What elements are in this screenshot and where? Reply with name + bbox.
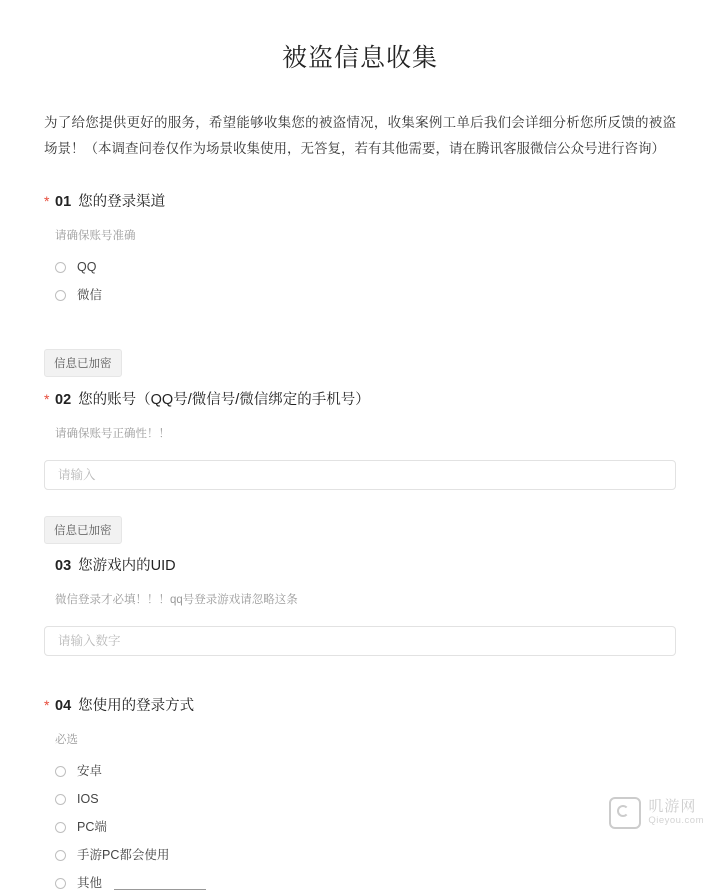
option-label: 微信 bbox=[77, 288, 103, 302]
watermark-site-url: Qieyou.com bbox=[648, 815, 704, 826]
encrypt-badge: 信息已加密 bbox=[44, 349, 122, 377]
form-description: 为了给您提供更好的服务，希望能够收集您的被盗情况，收集案例工单后我们会详细分析您所反馈的被盗场景！（本调查问卷仅作为场景收集使用，无答复，若有其他需要，请在腾讯客服微信公众号进行咨询） bbox=[44, 115, 676, 156]
radio-icon[interactable] bbox=[55, 262, 66, 273]
option-label: 其他 bbox=[77, 876, 103, 890]
question-02-tip: 请确保账号正确性！！ bbox=[55, 428, 170, 440]
question-03 bbox=[44, 516, 676, 656]
option-label: QQ bbox=[77, 260, 97, 274]
watermark-logo-icon bbox=[609, 797, 641, 829]
section-spacer bbox=[44, 660, 676, 694]
radio-icon[interactable] bbox=[55, 290, 66, 301]
radio-option-qq[interactable] bbox=[55, 259, 676, 275]
question-02-title: 您的账号（QQ号/微信号/微信绑定的手机号） bbox=[78, 392, 370, 408]
question-04-tip: 必选 bbox=[55, 734, 78, 746]
account-input[interactable] bbox=[44, 460, 676, 490]
section-spacer bbox=[44, 494, 676, 516]
section-spacer bbox=[44, 315, 676, 349]
radio-option-android[interactable] bbox=[55, 763, 676, 779]
uid-input[interactable] bbox=[44, 626, 676, 656]
option-label: PC端 bbox=[77, 820, 107, 834]
question-01-header bbox=[44, 190, 676, 213]
option-label: IOS bbox=[77, 792, 99, 806]
radio-option-wechat[interactable] bbox=[55, 287, 676, 303]
question-04-title: 您使用的登录方式 bbox=[78, 698, 195, 714]
questions-container bbox=[0, 190, 720, 891]
radio-option-both[interactable] bbox=[55, 847, 676, 863]
question-04 bbox=[44, 694, 676, 891]
radio-option-other[interactable] bbox=[55, 875, 676, 891]
required-marker: * bbox=[44, 697, 50, 713]
radio-icon[interactable] bbox=[55, 766, 66, 777]
required-marker: * bbox=[44, 193, 50, 209]
question-01-tip: 请确保账号准确 bbox=[55, 230, 136, 242]
radio-icon[interactable] bbox=[55, 822, 66, 833]
question-03-header bbox=[44, 555, 676, 577]
question-01-title: 您的登录渠道 bbox=[78, 194, 166, 210]
page-title: 被盗信息收集 bbox=[281, 44, 438, 72]
option-label: 安卓 bbox=[77, 764, 103, 778]
site-watermark bbox=[609, 797, 704, 829]
question-01-number: 01 bbox=[55, 194, 72, 210]
radio-icon[interactable] bbox=[55, 794, 66, 805]
question-04-number: 04 bbox=[55, 698, 72, 714]
radio-icon[interactable] bbox=[55, 850, 66, 861]
watermark-site-name: 叽游网 bbox=[648, 798, 697, 815]
required-marker: * bbox=[44, 391, 50, 407]
question-01 bbox=[44, 190, 676, 303]
question-04-header bbox=[44, 694, 676, 717]
question-02-header bbox=[44, 388, 676, 411]
question-03-number: 03 bbox=[55, 558, 72, 574]
encrypt-badge: 信息已加密 bbox=[44, 516, 122, 544]
option-label: 手游PC都会使用 bbox=[77, 848, 170, 862]
radio-option-ios[interactable] bbox=[55, 791, 676, 807]
radio-option-pc[interactable] bbox=[55, 819, 676, 835]
question-02 bbox=[44, 349, 676, 490]
question-03-title: 您游戏内的UID bbox=[78, 558, 176, 574]
other-text-input[interactable] bbox=[114, 877, 206, 890]
question-03-tip: 微信登录才必填！！！qq号登录游戏请忽略这条 bbox=[55, 594, 298, 606]
question-02-number: 02 bbox=[55, 392, 72, 408]
question-01-options bbox=[55, 259, 676, 303]
question-04-options bbox=[55, 763, 676, 891]
radio-icon[interactable] bbox=[55, 878, 66, 889]
watermark-text bbox=[648, 799, 704, 827]
